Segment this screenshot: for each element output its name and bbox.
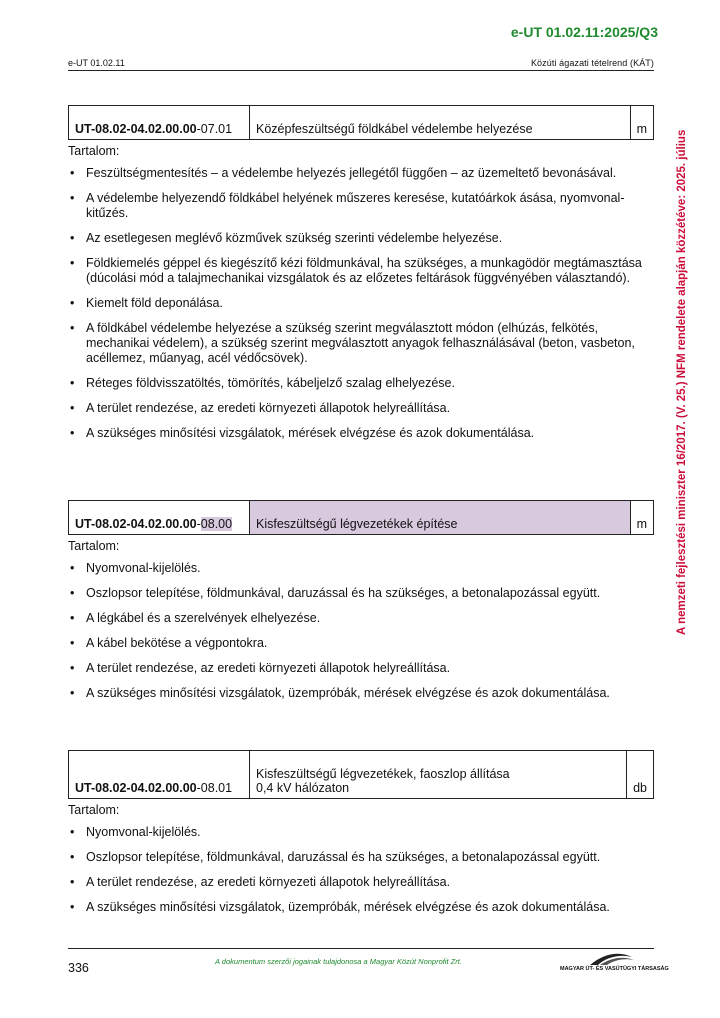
item-code-suffix: -07.01 [196,122,233,136]
item-code-suffix-highlight: 08.00 [200,517,233,531]
list-item: • Nyomvonal-kijelölés. [68,561,654,576]
header-left: e-UT 01.02.11 [68,58,125,68]
list-item: • Földkiemelés géppel és kiegészítő kézi földmunkával, ha szükséges, a munkagödör megtámasztása (dúcolási mód a talajmechanikai vizsgálatok és az előzetes feltárások függvényében választandó). [68,256,654,286]
list-item: • Oszlopsor telepítése, földmunkával, daruzással és ha szükséges, a betonalapozással együtt. [68,850,654,865]
content-label: Tartalom: [68,144,120,158]
logo-text: MAGYAR ÚT- ÉS VASÚTÜGYI TÁRSASÁG [560,966,669,972]
item-code-cell [69,501,250,535]
item-code-suffix: -08.01 [196,781,233,795]
list-item: • Réteges földvisszatöltés, tömörítés, kábeljelző szalag elhelyezése. [68,376,654,391]
item-code-table [68,750,654,799]
item-08-01 [68,750,654,925]
list-item: • A terület rendezése, az eredeti környezeti állapotok helyreállítása. [68,875,654,890]
list-item: • A szükséges minősítési vizsgálatok, üzempróbák, mérések elvégzése és azok dokumentálása. [68,900,654,915]
list-item: • Oszlopsor telepítése, földmunkával, daruzással és ha szükséges, a betonalapozással együtt. [68,586,654,601]
list-item: • Nyomvonal-kijelölés. [68,825,654,840]
road-swoosh-icon [560,951,654,967]
item-title: Kisfeszültségű légvezetékek építése [250,501,631,535]
copyright-note: A dokumentum szerzői jogainak tulajdonosa a Magyar Közút Nonprofit Zrt. [215,957,462,966]
list-item: • A földkábel védelembe helyezése a szükség szerint megválasztott módon (elhúzás, felkötés, mechanikai védelem), a szükség szerint megválasztott anyagok felhasználásával (beton, vasbeton, acéllemez, műanyag, acél védőcsövek). [68,321,654,366]
list-item: • Kiemelt föld deponálása. [68,296,654,311]
item-code-table [68,105,654,140]
list-item: • Az esetlegesen meglévő közművek szükség szerinti védelembe helyezése. [68,231,654,246]
item-code-cell [69,106,250,140]
footer-divider [68,948,654,949]
content-list [68,825,654,915]
page-number: 336 [68,961,89,975]
list-item: • Feszültségmentesítés – a védelembe helyezés jellegétől függően – az üzemeltető bevonásával. [68,166,654,181]
side-publication-note: A nemzeti fejlesztési miniszter 16/2017. (V. 25.) NFM rendelete alapján közzétéve: 2025. július [676,129,688,635]
item-code-main: UT-08.02-04.02.00.00 [75,122,197,136]
item-code-table [68,500,654,535]
item-unit: db [627,751,654,799]
item-title-line1: Kisfeszültségű légvezetékek, faoszlop állítása [256,767,510,781]
list-item: • A szükséges minősítési vizsgálatok, üzempróbák, mérések elvégzése és azok dokumentálása. [68,686,654,701]
item-unit: m [630,501,653,535]
content-label: Tartalom: [68,539,120,553]
item-title [250,751,627,799]
item-code-main: UT-08.02-04.02.00.00 [75,517,197,531]
list-item: • A terület rendezése, az eredeti környezeti állapotok helyreállítása. [68,401,654,416]
item-code-cell [69,751,250,799]
item-code-suffix: - [196,517,201,531]
item-title-line2: 0,4 kV hálózaton [256,781,350,795]
item-title: Középfeszültségű földkábel védelembe helyezése [250,106,631,140]
list-item: • A légkábel és a szerelvények elhelyezése. [68,611,654,626]
list-item: • A terület rendezése, az eredeti környezeti állapotok helyreállítása. [68,661,654,676]
content-label: Tartalom: [68,803,120,817]
header-divider [68,70,654,71]
item-07-01 [68,105,654,451]
content-list [68,561,654,701]
list-item: • A szükséges minősítési vizsgálatok, mérések elvégzése és azok dokumentálása. [68,426,654,441]
item-unit: m [630,106,653,140]
item-08-00 [68,500,654,711]
content-list [68,166,654,441]
header-right: Közúti ágazati tételrend (KÁT) [530,58,654,68]
item-code-main: UT-08.02-04.02.00.00 [75,781,197,795]
list-item: • A védelembe helyezendő földkábel helyének műszeres keresése, kutatóárkok ásása, nyomvonal-kitűzés. [68,191,654,221]
society-logo [560,951,669,975]
document-code: e-UT 01.02.11:2025/Q3 [510,24,658,40]
list-item: • A kábel bekötése a végpontokra. [68,636,654,651]
